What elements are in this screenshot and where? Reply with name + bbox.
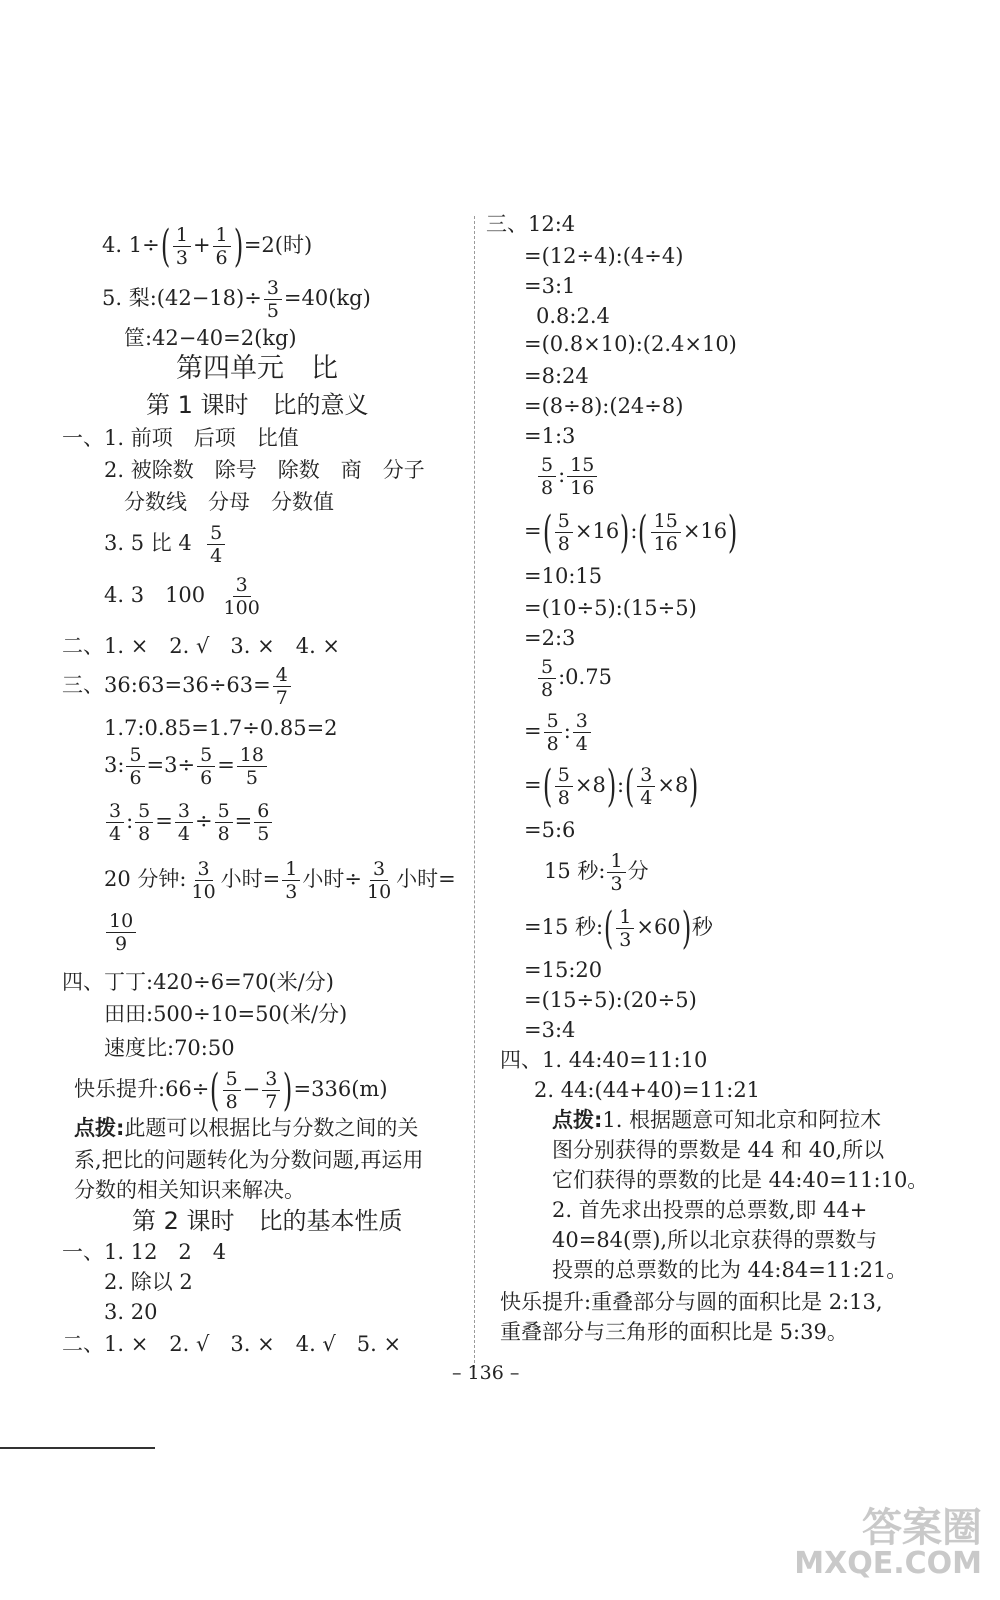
right-paren: )	[689, 760, 699, 812]
left-paren: (	[603, 902, 614, 954]
l2-s2-line: 二、1. × 2. √ 3. × 4. √ 5. ×	[62, 1332, 402, 1356]
s3-line2: 1.7:0.85=1.7÷0.85=2	[104, 716, 338, 740]
r-line23: 四、1. 44:40=11:10	[500, 1048, 708, 1072]
r-line13: =2:3	[524, 626, 576, 650]
r-line12: =(10÷5):(15÷5)	[524, 596, 697, 620]
r-happy-line1: 快乐提升:重叠部分与圆的面积比是 2:13,	[500, 1290, 883, 1314]
page-number: – 136 –	[452, 1362, 520, 1384]
fraction: $\frac{3}{10}$	[366, 858, 392, 903]
fraction: $\frac{5}{8}$	[538, 656, 556, 701]
s2-line: 二、1. × 2. √ 3. × 4. ×	[62, 634, 341, 658]
r-tip-line2: 图分别获得的票数是 44 和 40,所以	[552, 1138, 885, 1162]
watermark-text: 答案圈	[862, 1505, 982, 1551]
r-line4: 0.8:2.4	[536, 304, 610, 328]
s4-line3: 速度比:70:50	[104, 1036, 235, 1060]
s1-line2b: 分数线 分母 分数值	[124, 490, 334, 514]
r-line15: = $\frac{5}{8}$ : $\frac{3}{4}$	[524, 710, 593, 755]
fraction: $\frac{5}{6}$	[197, 744, 215, 789]
right-paren: )	[606, 760, 617, 812]
fraction: $\frac{5}{8}$	[555, 510, 573, 555]
r-line9: $\frac{5}{8}$ : $\frac{15}{16}$	[536, 454, 599, 499]
r-line16: =( $\frac{5}{8}$ ×8):( $\frac{3}{4}$ ×8)	[524, 760, 699, 812]
fraction: $\frac{5}{8}$	[555, 764, 573, 809]
fraction: $\frac{15}{16}$	[651, 510, 681, 555]
s4-line2: 田田:500÷10=50(米/分)	[104, 1002, 348, 1026]
left-paren: (	[542, 506, 552, 558]
fraction: $\frac{5}{6}$	[126, 744, 144, 789]
s3-line4: $\frac{3}{4}$ : $\frac{5}{8}$ = $\frac{3}{4}$ ÷ $\frac{5}{8}$ = $\frac{6}{5}$	[104, 800, 274, 845]
r-line8: =1:3	[524, 424, 576, 448]
r-line7: =(8÷8):(24÷8)	[524, 394, 684, 418]
l2-s1-line3: 3. 20	[104, 1300, 158, 1324]
fraction: $\frac{3}{100}$	[223, 574, 260, 619]
fraction: $\frac{1}{3}$	[616, 906, 634, 951]
left-paren: (	[542, 760, 552, 812]
fraction: $\frac{3}{4}$	[106, 800, 124, 845]
fraction: $\frac{6}{5}$	[254, 800, 272, 845]
r-happy-line2: 重叠部分与三角形的面积比是 5:39。	[500, 1320, 848, 1344]
r-line1: 三、12:4	[486, 212, 576, 236]
r-line17: =5:6	[524, 818, 576, 842]
fraction: $\frac{3}{5}$	[264, 277, 282, 322]
watermark-url: MXQE.COM	[794, 1546, 982, 1581]
r-line19: =15 秒:( $\frac{1}{3}$ ×60)秒	[524, 902, 713, 954]
r-tip-line5: 40=84(票),所以北京获得的票数与	[552, 1228, 878, 1252]
fraction: $\frac{5}{8}$	[215, 800, 233, 845]
column-divider	[474, 216, 475, 1368]
r-line5: =(0.8×10):(2.4×10)	[524, 332, 737, 356]
l2-s1-line1: 一、1. 12 2 4	[62, 1240, 227, 1264]
lesson2-title: 第 2 课时 比的基本性质	[132, 1207, 403, 1235]
right-paren: )	[728, 506, 738, 558]
r-line20: =15:20	[524, 958, 603, 982]
happy-line: 快乐提升:66÷( $\frac{5}{8}$ − $\frac{3}{7}$ )=336(m)	[74, 1064, 388, 1116]
r-line3: =3:1	[524, 274, 576, 298]
r-line22: =3:4	[524, 1018, 576, 1042]
fraction: $\frac{1}{3}$	[173, 224, 191, 269]
tip-label: 点拨:	[74, 1116, 125, 1140]
r-line11: =10:15	[524, 564, 603, 588]
unit-title: 第四单元 比	[176, 353, 338, 384]
watermark-logo	[794, 1505, 982, 1582]
r-tip-line3: 它们获得的票数的比是 44:40=11:10。	[552, 1168, 929, 1192]
answer-5: 5. 梨:(42−18)÷ $\frac{3}{5}$ =40(kg)	[102, 277, 371, 322]
right-paren: )	[233, 220, 243, 272]
fraction: $\frac{3}{10}$	[191, 858, 216, 903]
r-line6: =8:24	[524, 364, 589, 388]
l2-s1-line2: 2. 除以 2	[104, 1270, 193, 1294]
s1-line4: 4. 3 100 $\frac{3}{100}$	[104, 574, 265, 619]
fraction: $\frac{4}{7}$	[273, 664, 291, 709]
right-paren: )	[681, 902, 691, 954]
s3-line5: 20 分钟: $\frac{3}{10}$ 小时= $\frac{1}{3}$ 小时÷ $\frac{3}{10}$ 小时=	[104, 858, 456, 903]
right-paren: )	[620, 506, 630, 558]
fraction: $\frac{5}{8}$	[223, 1068, 241, 1113]
r-line10: =( $\frac{5}{8}$ ×16):( $\frac{15}{16}$ ×16)	[524, 506, 738, 558]
footer-rule	[0, 1447, 155, 1449]
s1-line3: 3. 5 比 4 $\frac{5}{4}$	[104, 522, 227, 567]
fraction: $\frac{3}{4}$	[573, 710, 591, 755]
r-line18: 15 秒: $\frac{1}{3}$ 分	[544, 850, 649, 895]
fraction: $\frac{5}{8}$	[538, 454, 556, 499]
fraction: $\frac{1}{3}$	[607, 850, 625, 895]
fraction: $\frac{15}{16}$	[567, 454, 597, 499]
left-paren: (	[638, 506, 648, 558]
right-paren: )	[283, 1064, 293, 1116]
r-line2: =(12÷4):(4÷4)	[524, 244, 684, 268]
answer-5b: 筐:42−40=2(kg)	[124, 326, 297, 350]
tip-line3: 分数的相关知识来解决。	[74, 1178, 305, 1202]
fraction: $\frac{5}{8}$	[544, 710, 562, 755]
fraction: $\frac{18}{5}$	[237, 744, 267, 789]
fraction: $\frac{3}{7}$	[262, 1068, 280, 1113]
r-tip-line1: 点拨:1. 根据题意可知北京和阿拉木	[552, 1108, 882, 1132]
fraction: $\frac{5}{8}$	[135, 800, 153, 845]
answer-4: 4. 1÷( $\frac{1}{3}$ + $\frac{1}{6}$ )=2(时)	[102, 220, 313, 272]
r-line14: $\frac{5}{8}$ :0.75	[536, 656, 612, 701]
s3-line1: 三、36:63=36÷63= $\frac{4}{7}$	[62, 664, 293, 709]
fraction: $\frac{3}{4}$	[175, 800, 193, 845]
s3-line3: 3: $\frac{5}{6}$ =3÷ $\frac{5}{6}$ = $\frac{18}{5}$	[104, 744, 269, 789]
fraction: $\frac{3}{4}$	[637, 764, 655, 809]
s1-line1: 一、1. 前项 后项 比值	[62, 426, 299, 450]
fraction: $\frac{10}{9}$	[106, 910, 136, 955]
tip-line1: 点拨:此题可以根据比与分数之间的关	[74, 1116, 419, 1140]
tip-line2: 系,把比的问题转化为分数问题,再运用	[74, 1148, 424, 1172]
tip-label: 点拨:	[552, 1108, 603, 1132]
s3-line6	[104, 910, 138, 955]
r-line21: =(15÷5):(20÷5)	[524, 988, 697, 1012]
left-paren: (	[160, 220, 170, 272]
s1-line2: 2. 被除数 除号 除数 商 分子	[104, 458, 425, 482]
s4-line1: 四、丁丁:420÷6=70(米/分)	[62, 970, 334, 994]
left-paren: (	[210, 1064, 220, 1116]
r-tip-line4: 2. 首先求出投票的总票数,即 44+	[552, 1198, 868, 1222]
lesson1-title: 第 1 课时 比的意义	[146, 391, 369, 419]
r-line24: 2. 44:(44+40)=11:21	[534, 1078, 761, 1102]
fraction: $\frac{5}{4}$	[207, 522, 225, 567]
left-paren: (	[624, 760, 635, 812]
fraction: $\frac{1}{3}$	[282, 858, 300, 903]
fraction: $\frac{1}{6}$	[213, 224, 231, 269]
r-tip-line6: 投票的总票数的比为 44:84=11:21。	[552, 1258, 908, 1282]
